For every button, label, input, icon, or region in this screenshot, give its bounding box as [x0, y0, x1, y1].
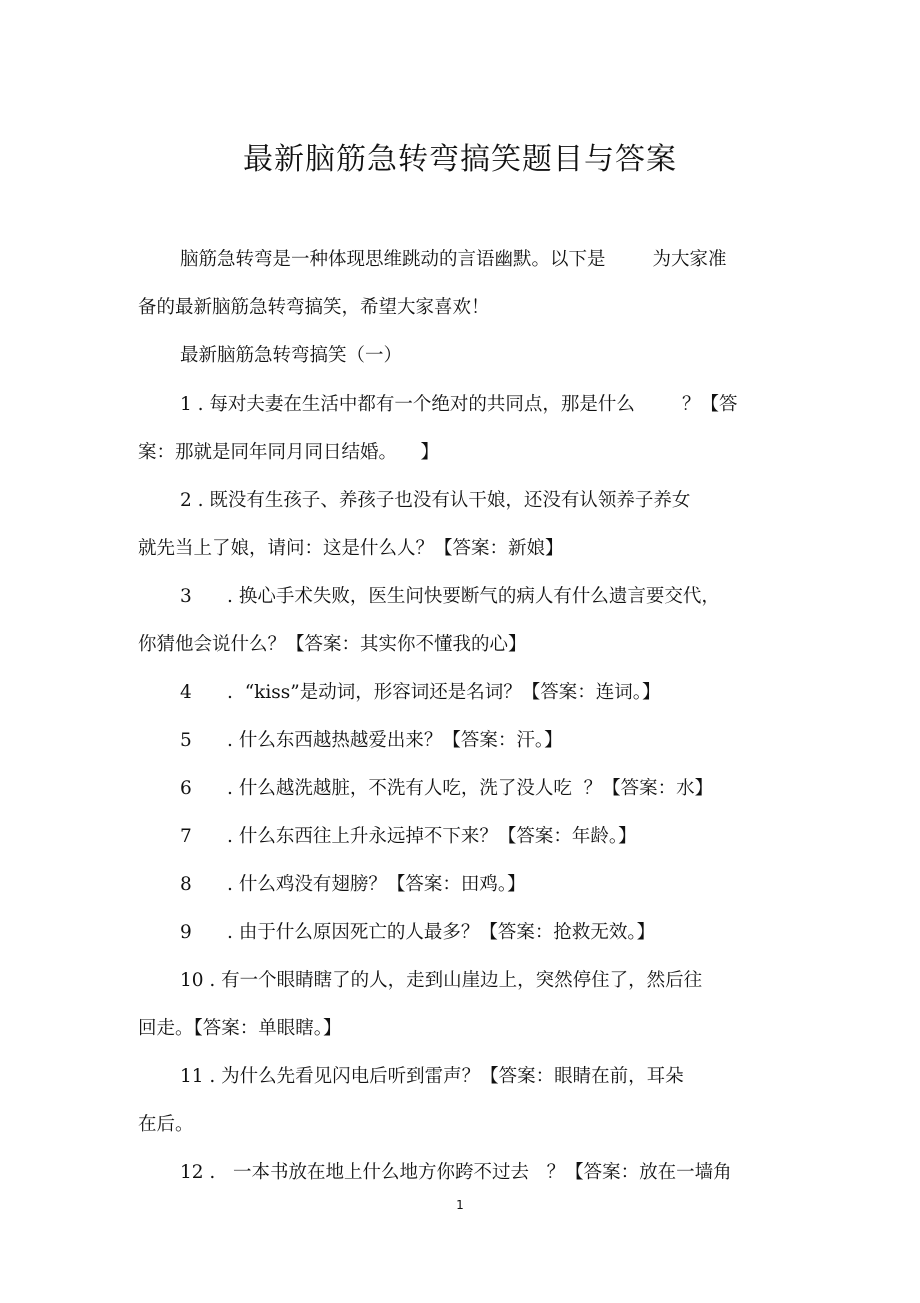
- question-4: 4 . “kiss”是动词，形容词还是名词？【答案：连词。】: [180, 682, 661, 703]
- intro-line-2: 备的最新脑筋急转弯搞笑，希望大家喜欢！: [138, 297, 490, 318]
- question-3-line-2: 你猜他会说什么？【答案：其实你不懂我的心】: [138, 634, 527, 655]
- question-12-line-1: 12 . 一本书放在地上什么地方你跨不过去 ？【答案：放在一墙角: [180, 1162, 732, 1183]
- question-9: 9 . 由于什么原因死亡的人最多？【答案：抢救无效。】: [180, 922, 656, 943]
- page-number: 1: [456, 1198, 464, 1212]
- section-heading: 最新脑筋急转弯搞笑（一）: [180, 345, 403, 366]
- document-title: 最新脑筋急转弯搞笑题目与答案: [243, 142, 677, 177]
- question-6: 6 . 什么越洗越脏，不洗有人吃，洗了没人吃 ？【答案：水】: [180, 778, 714, 799]
- question-1-line-2: 案：那就是同年同月同日结婚。 】: [138, 442, 440, 463]
- question-11-line-2: 在后。: [138, 1114, 194, 1135]
- question-11-line-1: 11 . 为什么先看见闪电后听到雷声？【答案：眼睛在前，耳朵: [180, 1066, 684, 1087]
- question-3-line-1: 3 . 换心手术失败，医生问快要断气的病人有什么遗言要交代，: [180, 586, 720, 607]
- question-8: 8 . 什么鸡没有翅膀？【答案：田鸡。】: [180, 874, 526, 895]
- question-5: 5 . 什么东西越热越爱出来？【答案：汗。】: [180, 730, 563, 751]
- question-7: 7 . 什么东西往上升永远掉不下来？【答案：年龄。】: [180, 826, 637, 847]
- question-2-line-1: 2 . 既没有生孩子、养孩子也没有认干娘，还没有认领养子养女: [180, 490, 691, 511]
- intro-line-1: 脑筋急转弯是一种体现思维跳动的言语幽默。以下是 为大家准: [180, 249, 727, 270]
- question-10-line-1: 10 . 有一个眼睛瞎了的人，走到山崖边上，突然停住了，然后往: [180, 970, 703, 991]
- question-2-line-2: 就先当上了娘，请问：这是什么人？【答案：新娘】: [138, 538, 564, 559]
- question-10-line-2: 回走。【答案：单眼瞎。】: [138, 1018, 342, 1039]
- question-1-line-1: 1 . 每对夫妻在生活中都有一个绝对的共同点，那是什么 ？【答: [180, 394, 738, 415]
